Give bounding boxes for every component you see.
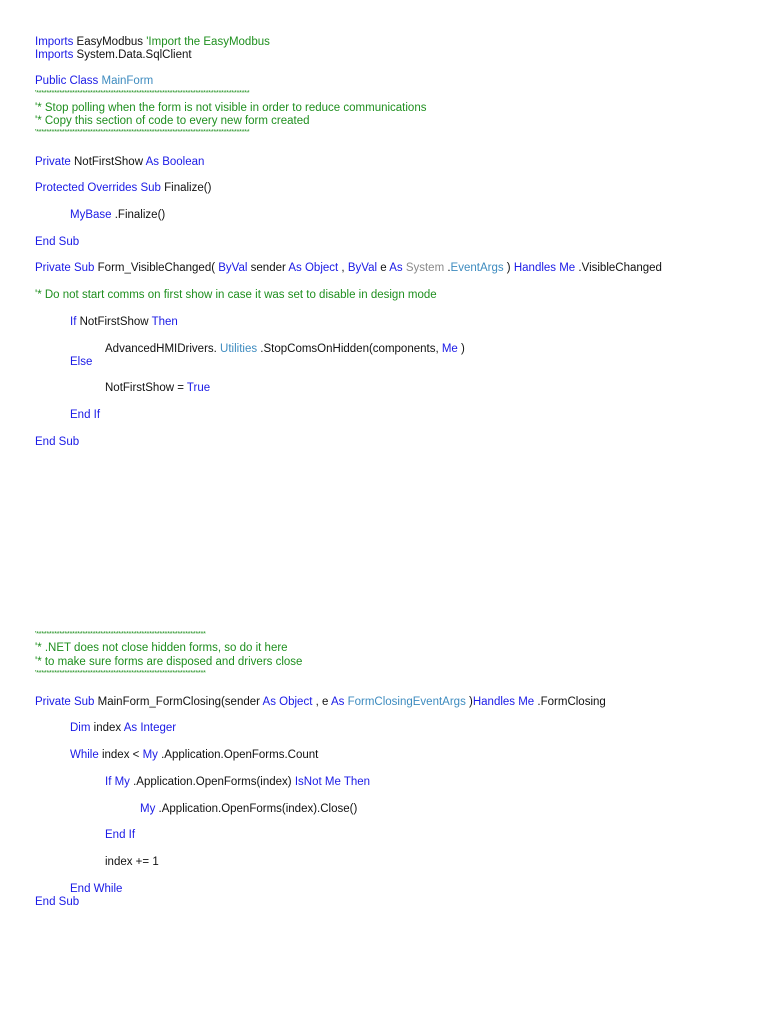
- code-text: .Application.OpenForms(index).Close(): [155, 803, 358, 815]
- code-text: .StopComsOnHidden(components,: [257, 343, 442, 355]
- code-line-close-form: [140, 802, 357, 816]
- code-line-while: [70, 748, 318, 762]
- code-line-end-if: End If: [105, 829, 136, 841]
- keyword: Then: [151, 316, 178, 328]
- keyword: Handles Me: [513, 262, 576, 274]
- code-line-stop-comms: [105, 342, 465, 356]
- code-text: .: [444, 262, 451, 274]
- code-text: .Application.OpenForms(index): [129, 776, 295, 788]
- code-line-assign-true: [105, 381, 210, 395]
- keyword: My: [140, 803, 156, 815]
- code-text: , e: [312, 696, 331, 708]
- keyword: Me: [441, 343, 458, 355]
- comment-line: '* .NET does not close hidden forms, so do it here: [35, 642, 288, 654]
- comment-line: '* Stop polling when the form is not visible in order to reduce communications: [35, 102, 427, 114]
- code-text: ): [503, 262, 514, 274]
- code-text: .Application.OpenForms.Count: [157, 749, 319, 761]
- keyword: Protected Overrides Sub: [35, 182, 161, 194]
- comment: 'Import the EasyModbus: [146, 36, 270, 48]
- code-text: index: [90, 722, 124, 734]
- keyword: My: [142, 749, 158, 761]
- code-text: ): [465, 696, 473, 708]
- keyword: ByVal: [347, 262, 378, 274]
- code-text: EasyModbus: [73, 36, 147, 48]
- keyword: As Object: [262, 696, 313, 708]
- comment-separator: '******************************************************************: [35, 668, 206, 677]
- code-line-end-if: End If: [70, 409, 101, 421]
- keyword: MyBase: [70, 209, 112, 221]
- code-line-end-sub: End Sub: [35, 436, 80, 448]
- code-line-field-declaration: [35, 155, 204, 169]
- code-text: .VisibleChanged: [575, 262, 662, 274]
- code-line-else: Else: [70, 356, 93, 368]
- code-line-visiblechanged-declaration: [35, 261, 662, 275]
- code-text: sender: [247, 262, 289, 274]
- code-text: MainForm_FormClosing(sender: [94, 696, 263, 708]
- code-text: System.Data.SqlClient: [73, 49, 192, 61]
- keyword: Private Sub: [35, 262, 95, 274]
- code-line-increment: index += 1: [105, 856, 159, 868]
- code-line-mybase-finalize: [70, 208, 165, 222]
- code-line-imports-sqlclient: [35, 48, 192, 62]
- code-line-end-while: End While: [70, 883, 123, 895]
- namespace-name: System: [405, 262, 445, 274]
- comment-line: '* Copy this section of code to every new form created: [35, 115, 310, 127]
- keyword: Imports: [35, 49, 74, 61]
- keyword: Public Class: [35, 75, 99, 87]
- type-name: Utilities: [220, 343, 258, 355]
- code-line-if-my: [105, 775, 370, 789]
- type-name: FormClosingEventArgs: [347, 696, 466, 708]
- code-text: NotFirstShow: [70, 156, 146, 168]
- keyword: As: [330, 696, 345, 708]
- keyword: As Boolean: [145, 156, 205, 168]
- keyword: Dim: [70, 722, 91, 734]
- keyword: As: [389, 262, 403, 274]
- keyword: Private Sub: [35, 696, 95, 708]
- comment-line: '* Do not start comms on first show in case it was set to disable in design mode: [35, 289, 437, 301]
- code-text: AdvancedHMIDrivers.: [105, 343, 221, 355]
- code-text: NotFirstShow =: [105, 382, 187, 394]
- keyword: As Object: [288, 262, 339, 274]
- code-line-end-sub: End Sub: [35, 896, 80, 908]
- code-text: e: [377, 262, 390, 274]
- code-line-if-notfirstshow: [70, 315, 178, 329]
- type-name: MainForm: [101, 75, 154, 87]
- comment-separator: '***********************************************************************************: [35, 127, 250, 136]
- code-line-imports-easymodbus: [35, 35, 270, 49]
- code-text: index <: [98, 749, 143, 761]
- code-text: .FormClosing: [534, 696, 606, 708]
- keyword: Handles Me: [472, 696, 535, 708]
- code-line-dim-index: [70, 721, 176, 735]
- code-text: .Finalize(): [111, 209, 166, 221]
- comment-line: '* to make sure forms are disposed and drivers close: [35, 656, 303, 668]
- keyword: As Integer: [123, 722, 177, 734]
- code-text: NotFirstShow: [76, 316, 152, 328]
- comment-separator: '***********************************************************************************: [35, 88, 250, 97]
- keyword: Imports: [35, 36, 74, 48]
- comment-separator: '******************************************************************: [35, 629, 206, 638]
- code-line-finalize-declaration: [35, 181, 211, 195]
- keyword: True: [186, 382, 211, 394]
- keyword: IsNot Me Then: [294, 776, 371, 788]
- type-name: EventArgs: [450, 262, 504, 274]
- keyword: While: [70, 749, 99, 761]
- code-text: Form_VisibleChanged(: [94, 262, 219, 274]
- code-text: ,: [338, 262, 348, 274]
- keyword: If My: [105, 776, 130, 788]
- keyword: Private: [35, 156, 71, 168]
- code-line-end-sub: End Sub: [35, 236, 80, 248]
- code-text: Finalize(): [160, 182, 212, 194]
- code-text: ): [457, 343, 465, 355]
- keyword: ByVal: [218, 262, 248, 274]
- code-line-formclosing-declaration: [35, 695, 606, 709]
- keyword: If: [70, 316, 77, 328]
